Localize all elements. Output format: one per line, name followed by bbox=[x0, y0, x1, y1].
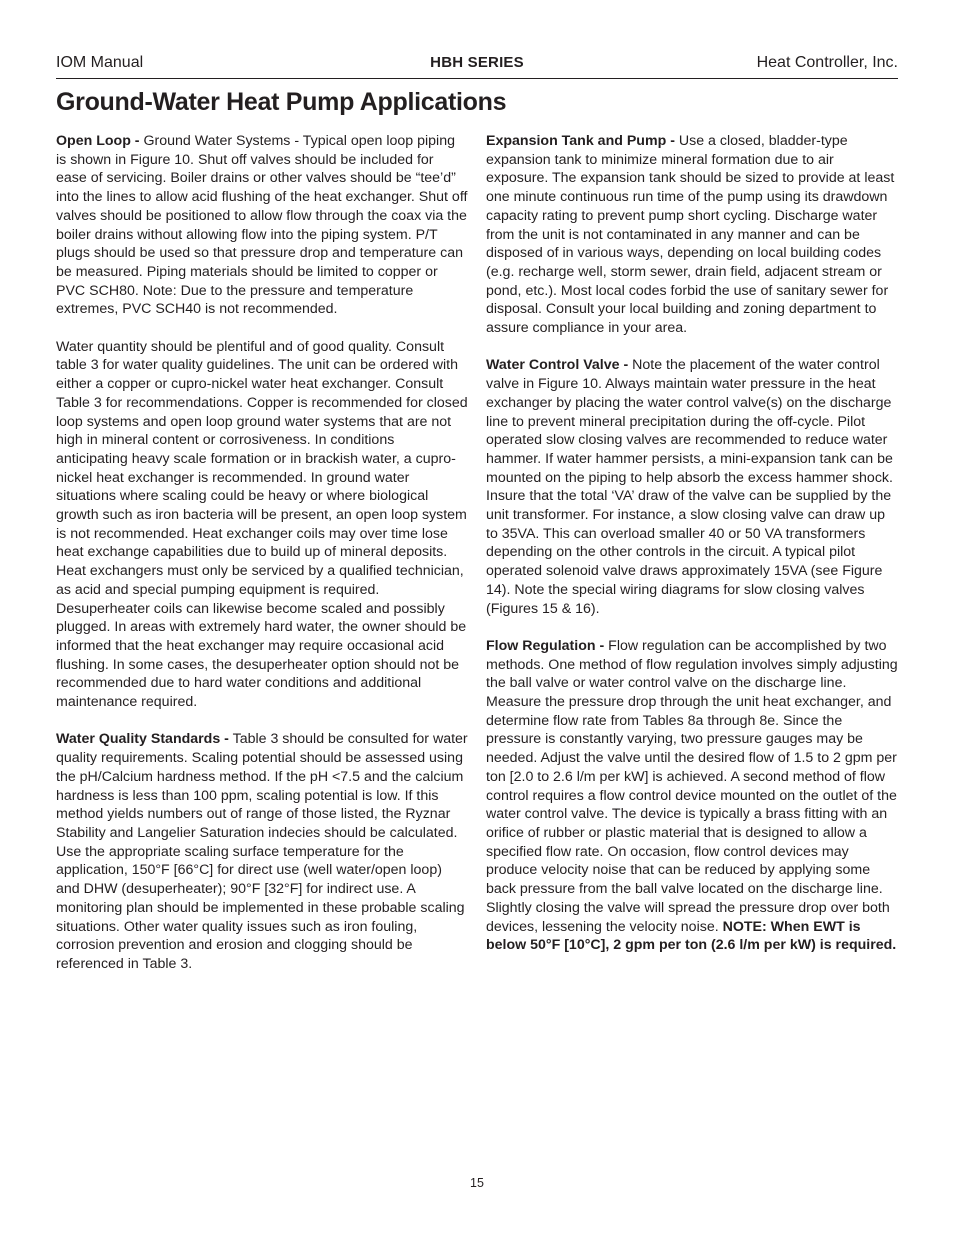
flow-regulation-heading: Flow Regulation - bbox=[486, 637, 605, 654]
expansion-tank-heading: Expansion Tank and Pump - bbox=[486, 133, 675, 149]
open-loop-paragraph bbox=[56, 132, 468, 319]
water-quality-heading: Water Quality Standards - bbox=[56, 731, 229, 748]
water-quantity-paragraph bbox=[56, 338, 468, 712]
page-title: Ground-Water Heat Pump Applications bbox=[56, 88, 507, 116]
open-loop-text: Ground Water Systems - Typical open loop piping is shown in Figure 10. Shut off valves should be included for ease of servicing. Boiler drains or other valves should be “tee’d” into the lines to allow acid flushing of the heat exchanger. Shut off valves should be positioned to allow flow through the coax via the boiler drains without allowing flow into the piping system. P/T plugs should be used so that pressure drop and temperature can be measured. Piping materials should be limited to copper or PVC SCH80. Note: Due to the pressure and temperature extremes, PVC SCH40 is not recommended. bbox=[56, 133, 468, 318]
header-company-label: Heat Controller, Inc. bbox=[756, 54, 898, 71]
water-quality-paragraph bbox=[56, 730, 468, 973]
water-quantity-text: Water quantity should be plentiful and of good quality. Consult table 3 for water quality guidelines. The unit can be ordered with either a copper or cupro-nickel water heat exchanger. Consult Table 3 for recommendations. Copper is recommended for closed loop systems and open loop ground water systems that are not high in mineral content or corrosiveness. In conditions anticipating heavy scale formation or in brackish water, a cupro-nickel heat exchanger is recommended. In ground water situations where scaling could be heavy or where biological growth such as iron bacteria will be present, an open loop system is not recommended. Heat exchanger coils may over time lose heat exchange capabilities due to build up of mineral deposits. Heat exchangers must only be serviced by a qualified technician, as acid and special pumping equipment is required. Desuperheater coils can likewise become scaled and possibly plugged. In areas with extremely hard water, the owner should be informed that the heat exchanger may require occasional acid flushing. In some cases, the desuperheater option should not be recommended due to hard water conditions and additional maintenance required. bbox=[56, 338, 468, 711]
flow-regulation-paragraph bbox=[486, 637, 898, 955]
water-control-valve-heading: Water Control Valve - bbox=[486, 357, 629, 374]
flow-regulation-text: Flow regulation can be accomplished by two methods. One method of flow regulation involves simply adjusting the ball valve or water control valve on the discharge line. Measure the pressure drop through the unit heat exchanger, and determine flow rate from Tables 8a through 8e. Since the pressure is constantly varying, two pressure gauges may be needed. Adjust the valve until the desired flow of 1.5 to 2 gpm per ton [2.0 to 2.6 l/m per kW] is achieved. A second method of flow control requires a flow control device mounted on the outlet of the water control valve. The device is typically a brass fitting with an orifice of rubber or plastic material that is designed to allow a specified flow rate. On occasion, flow control devices may produce velocity noise that can be reduced by applying some back pressure from the ball valve located on the discharge line. Slightly closing the valve will spread the pressure drop over both devices, lessening the velocity noise. bbox=[486, 637, 898, 935]
page-number: 15 bbox=[470, 1176, 484, 1190]
expansion-tank-text: Use a closed, bladder-type expansion tank to minimize mineral formation due to air exposure. The expansion tank should be sized to provide at least one minute continuous run time of the pump using its drawdown capacity rating to prevent pump short cycling. Discharge water from the unit is not contaminated in any manner and can be disposed of in various ways, depending on local building codes (e.g. recharge well, storm sewer, drain field, adjacent stream or pond, etc.). Most local codes forbid the use of sanitary sewer for disposal. Consult your local building and zoning department to assure compliance in your area. bbox=[486, 133, 895, 337]
water-quality-text: Table 3 should be consulted for water quality requirements. Scaling potential should be assessed using the pH/Calcium hardness method. If the pH <7.5 and the calcium hardness is less than 100 ppm, scaling potential is low. If this method yields numbers out of range of those listed, the Ryznar Stability and Langelier Saturation indecies should be calculated. Use the appropriate scaling surface temperature for the application, 150°F [66°C] for direct use (well water/open loop) and DHW (desuperheater); 90°F [32°F] for indirect use. A monitoring plan should be implemented in these probable scaling situations. Other water quality issues such as iron fouling, corrosion prevention and erosion and clogging should be referenced in Table 3. bbox=[56, 731, 468, 972]
flow-regulation-note: NOTE: When EWT is below 50°F [10°C], 2 gpm per ton (2.6 l/m per kW) is required. bbox=[486, 918, 897, 954]
water-control-valve-paragraph bbox=[486, 356, 898, 618]
left-column bbox=[56, 132, 468, 992]
open-loop-heading: Open Loop - bbox=[56, 133, 140, 149]
right-column bbox=[486, 132, 898, 974]
water-control-valve-text: Note the placement of the water control valve in Figure 10. Always maintain water pressure in the heat exchanger by placing the water control valve(s) on the discharge line to prevent mineral precipitation during the off-cycle. Pilot operated slow closing valves are recommended to reduce water hammer. If water hammer persists, a mini-expansion tank can be mounted on the piping to help absorb the excess hammer shock. Insure that the total ‘VA’ draw of the valve can be supplied by the unit transformer. For instance, a slow closing valve can draw up to 35VA. This can overload smaller 40 or 50 VA transformers depending on the other controls in the circuit. A typical pilot operated solenoid valve draws approximately 15VA (see Figure 14). Note the special wiring diagrams for slow closing valves (Figures 15 & 16). bbox=[486, 357, 893, 617]
header-series-label: HBH SERIES bbox=[430, 54, 524, 71]
header-manual-label: IOM Manual bbox=[56, 54, 144, 71]
page-header bbox=[56, 52, 898, 79]
expansion-tank-paragraph bbox=[486, 132, 898, 338]
